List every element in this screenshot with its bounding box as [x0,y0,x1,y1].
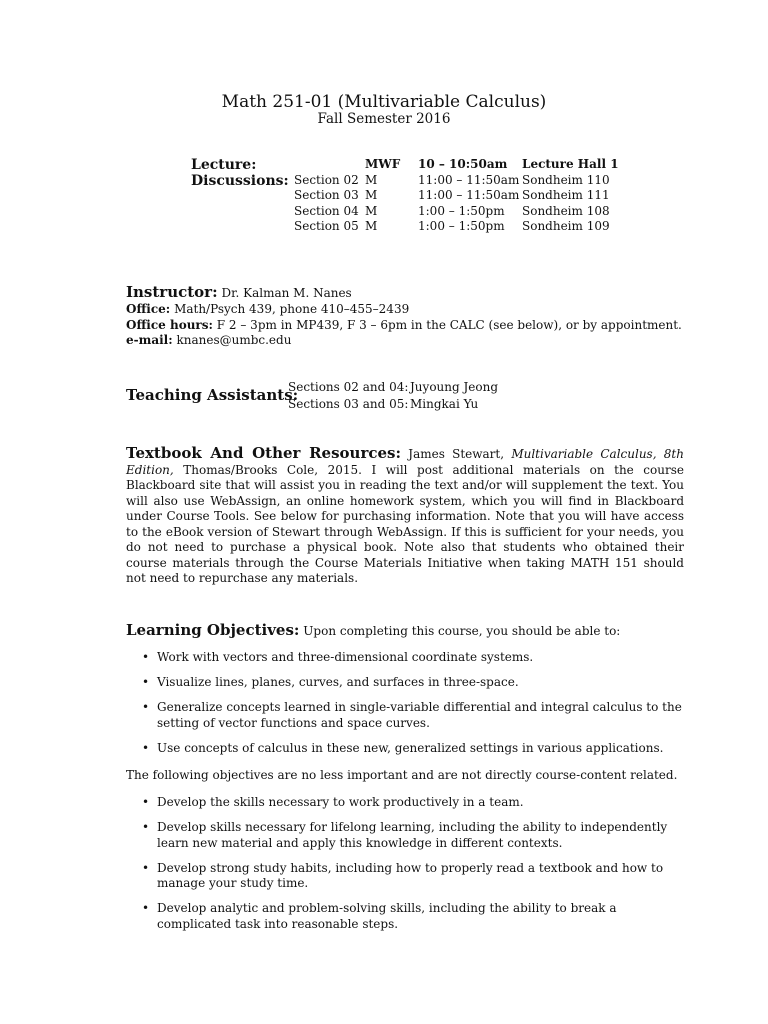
schedule-room-column [522,157,619,235]
lecture-days: MWF [365,157,401,171]
list-item: • Generalize concepts learned in single-variable differential and integral calculus to the setting of vector functions and space curves. [142,700,682,730]
ta-sections: Sections 02 and 04: [288,380,409,394]
list-item: • Use concepts of calculus in these new, generalized settings in various applications. [142,740,664,755]
discussion-day: M [365,219,378,233]
office-value: Math/Psych 439, phone 410–455–2439 [174,302,410,316]
bullet-icon: • [142,901,150,915]
bullet-icon: • [142,795,150,809]
textbook-author: James Stewart, [408,447,505,461]
office-label: Office: [126,302,171,316]
ta-heading: Teaching Assistants: [126,386,299,404]
office-hours-value: F 2 – 3pm in MP439, F 3 – 6pm in the CALC (see below), or by appointment. [216,317,682,332]
email-value[interactable]: knanes@umbc.edu [176,333,292,347]
office-hours-label: Office hours: [126,317,213,332]
discussion-room: Sondheim 108 [522,203,610,218]
discussion-day: M [365,203,378,218]
discussion-room: Sondheim 110 [522,172,610,187]
textbook-section [126,446,684,587]
bullet-icon: • [142,650,150,664]
list-item: • Develop skills necessary for lifelong learning, including the ability to independently learn new material and apply this knowledge in different contexts. [142,820,668,850]
schedule-section-column [294,157,359,235]
discussion-day: M [365,188,378,202]
schedule-days-column [365,157,400,235]
discussion-day: M [365,172,378,187]
discussion-room: Sondheim 111 [522,188,610,202]
discussion-section: Section 03 [294,188,359,202]
objectives-followup: The following objectives are no less important and are not directly course-content related. [126,768,678,782]
bullet-icon: • [142,740,150,755]
discussion-time: 11:00 – 11:50am [418,188,520,202]
ta-name: Mingkai Yu [410,397,479,411]
objectives-list [142,650,682,766]
bullet-icon: • [142,860,150,875]
semester: Fall Semester 2016 [317,111,451,127]
list-item: • Work with vectors and three-dimensional coordinate systems. [142,650,534,664]
discussion-section: Section 02 [294,172,359,187]
instructor-section [126,283,686,349]
discussion-time: 1:00 – 1:50pm [418,203,505,218]
discussion-time: 11:00 – 11:50am [418,172,520,187]
discussion-time: 1:00 – 1:50pm [418,219,505,233]
objectives-heading: Learning Objectives: [126,621,300,639]
instructor-name: Dr. Kalman M. Nanes [221,286,352,300]
ta-sections: Sections 03 and 05: [288,397,409,411]
instructor-heading: Instructor: [126,283,218,301]
ta-name: Juyoung Jeong [410,380,499,394]
email-label: e-mail: [126,333,173,347]
list-item: • Develop analytic and problem-solving skills, including the ability to break a complicated task into reasonable steps. [142,901,617,931]
bullet-icon: • [142,820,150,834]
course-title: Math 251-01 (Multivariable Calculus) [221,92,547,112]
objectives-header [126,623,686,640]
schedule-time-column [418,157,519,235]
discussion-section: Section 04 [294,203,359,218]
discussions-label: Discussions: [191,173,289,189]
discussion-room: Sondheim 109 [522,219,610,233]
objectives-list-2 [142,795,682,942]
bullet-icon: • [142,700,150,714]
textbook-title: Multivariable Calculus, 8th Edition, [126,447,684,477]
bullet-icon: • [142,675,150,689]
list-item: • Visualize lines, planes, curves, and surfaces in three-space. [142,675,519,689]
lecture-label: Lecture: [191,157,257,173]
lecture-room: Lecture Hall 1 [522,157,619,171]
textbook-heading: Textbook And Other Resources: [126,444,402,462]
discussion-section: Section 05 [294,219,359,233]
objectives-intro: Upon completing this course, you should be able to: [303,624,621,638]
list-item: • Develop the skills necessary to work productively in a team. [142,795,524,809]
list-item: • Develop strong study habits, including how to properly read a textbook and how to manage your study time. [142,860,664,890]
lecture-time: 10 – 10:50am [418,157,508,171]
textbook-body: Thomas/Brooks Cole, 2015. I will post additional materials on the course Blackboard site that will assist you in reading the text and/or will supplement the text. You will also use WebAssign, an online homework system, which you will find in Blackboard under Course Tools. See below for purchasing information. Note that you will have access to the eBook version of Stewart through WebAssign. If this is sufficient for your needs, you do not need to purchase a physical book. Note also that students who obtained their course materials through the Course Materials Initiative when taking MATH 151 should not need to repurchase any materials. [126,462,684,585]
